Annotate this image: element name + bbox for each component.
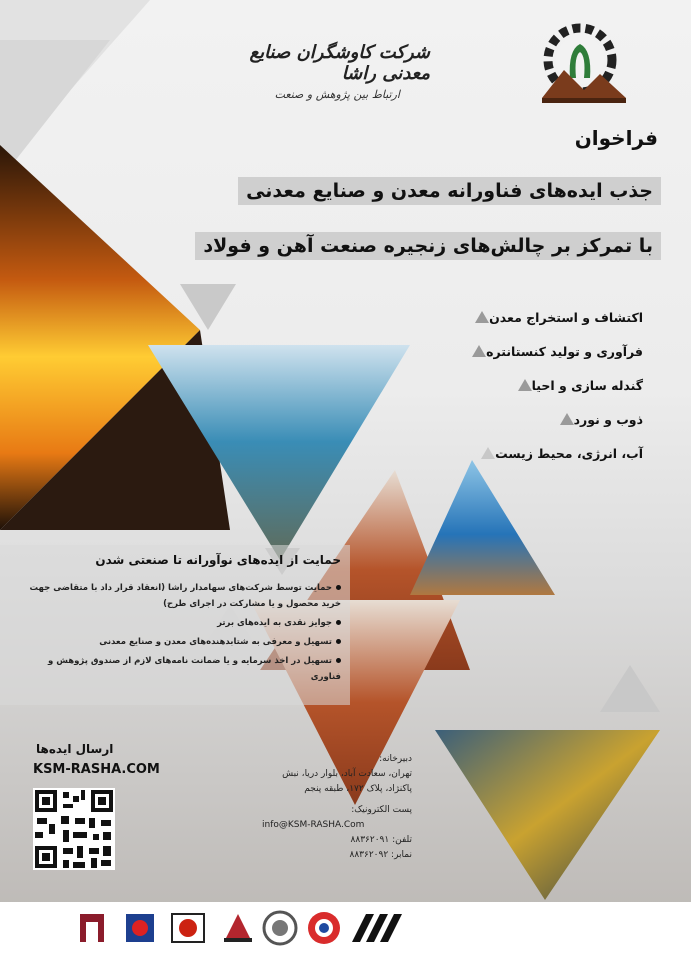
support-list [16, 580, 341, 688]
partner-logos [0, 902, 691, 974]
topic-item: اکتشاف و استخراج معدن [383, 300, 643, 334]
gear-mining-logo-icon [538, 20, 630, 106]
bullet-dot-icon [336, 639, 341, 644]
topic-item: فرآوری و تولید کنستانتره [383, 334, 643, 368]
company-name: شرکت کاوشگران صنایع معدنی راشا [249, 42, 430, 84]
support-title: حمایت از ایده‌های نوآورانه تا صنعتی شدن [95, 553, 341, 567]
decor-triangle [600, 665, 660, 712]
topic-item: آب، انرژی، محیط زیست [383, 436, 643, 470]
contact-block [262, 752, 412, 863]
support-item: جوایز نقدی به ایده‌های برتر [16, 615, 341, 631]
partner-logo [344, 908, 408, 952]
topic-item: گندله سازی و احیا [383, 368, 643, 402]
secretariat-label: دبیرخانه: [379, 754, 412, 764]
topics-list [383, 300, 643, 470]
call-title-line1: جذب ایده‌های فناورانه معدن و صنایع معدنی [238, 177, 661, 205]
support-item: تسهیل در اخذ سرمایه و یا ضمانت نامه‌های لازم از صندوق پژوهش و فناوری [48, 656, 341, 682]
triangle-bullet-icon [560, 413, 574, 425]
triangle-bullet-icon [475, 311, 489, 323]
bullet-dot-icon [336, 585, 341, 590]
triangle-bullet-icon [518, 379, 532, 391]
pellet-plant-photo [410, 460, 555, 595]
decor-triangle [0, 40, 110, 180]
fax-text: نمابر: ۸۸۳۶۲۰۹۲ [349, 850, 412, 860]
phone-text: تلفن: ۸۸۳۶۲۰۹۱ [350, 835, 412, 845]
submit-label: ارسال ایده‌ها [36, 742, 114, 756]
bullet-dot-icon [336, 620, 341, 625]
email-link[interactable]: info@KSM-RASHA.Com [262, 820, 365, 830]
triangle-bullet-icon [472, 345, 486, 357]
partner-logo-icon [344, 908, 408, 948]
support-item: حمایت توسط شرکت‌های سهامدار راشا (انعقاد قرار داد با متقاضی جهت خرید محصول و یا مشارکت در اجرای طرح) [29, 583, 341, 609]
address-text: تهران، سعادت آباد، بلوار دریا، نبش پاکنژاد، پلاک ۱۷۲، طبقه پنجم [282, 769, 412, 794]
topic-item: ذوب و نورد [383, 402, 643, 436]
submit-url-link[interactable]: KSM-RASHA.COM [33, 762, 160, 777]
support-item: تسهیل و معرفی به شتابدهنده‌های معدن و صنایع معدنی [16, 634, 341, 650]
call-label: فراخوان [574, 126, 658, 150]
qr-code-icon[interactable] [33, 788, 115, 870]
email-label: پست الکترونیک: [351, 805, 412, 815]
processing-plant-photo [435, 730, 660, 900]
bullet-dot-icon [336, 658, 341, 663]
company-tagline: ارتباط بین پژوهش و صنعت [274, 88, 400, 101]
call-title-line2: با تمرکز بر چالش‌های زنجیره صنعت آهن و فولاد [195, 232, 661, 260]
triangle-bullet-icon [481, 447, 495, 459]
